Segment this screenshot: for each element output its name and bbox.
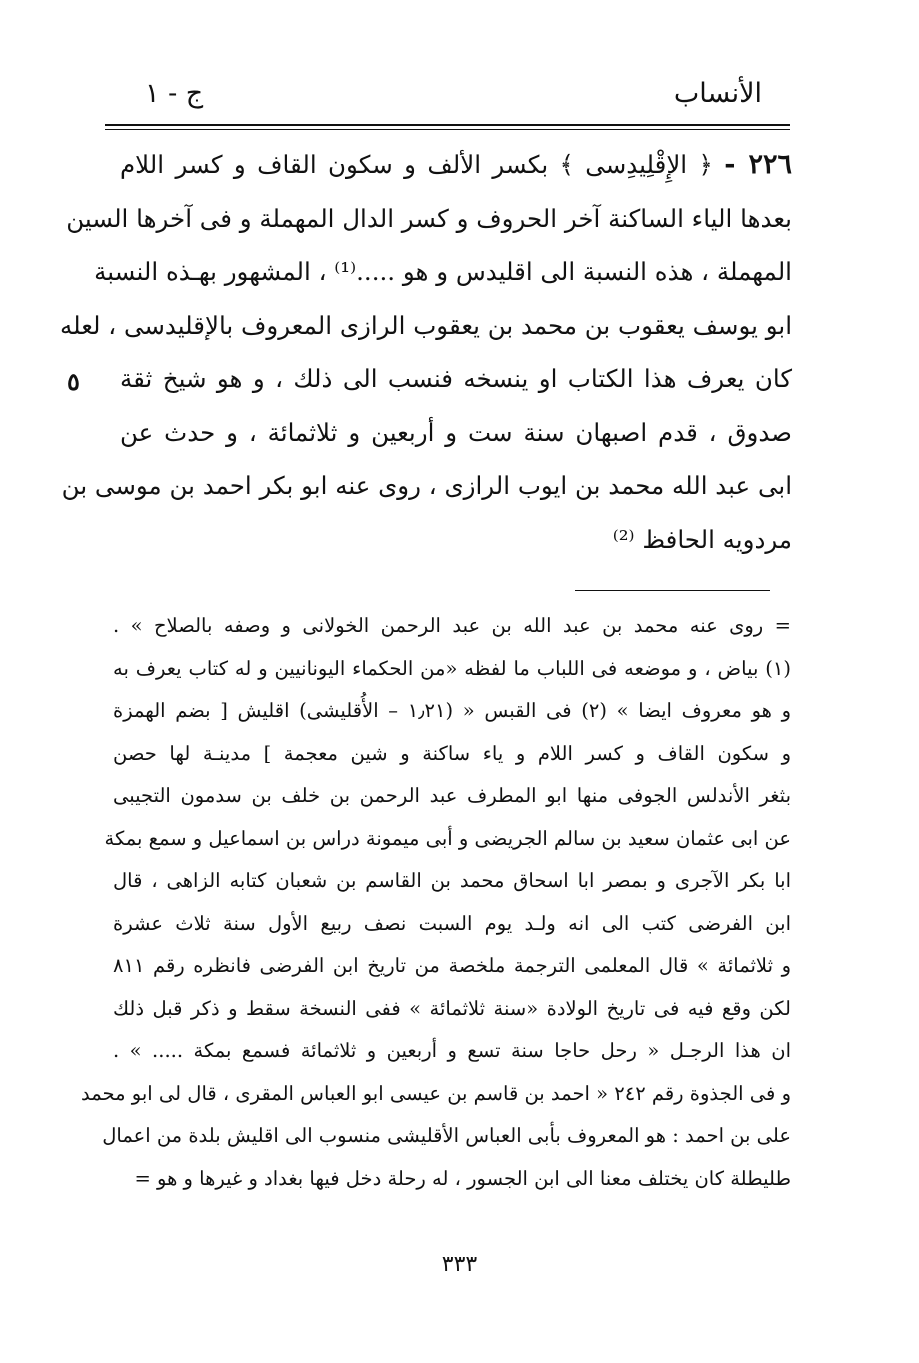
footnote-line: بثغر الأندلس الجوفى منها ابو المطرف عبد الرحمن بن خلف بن سدمون التجيبى (113, 784, 791, 807)
footnote-line: (١) بياض ، و موضعه فى اللباب ما لفظه «من الحكماء اليونانيين و له كتاب يعرف به (113, 656, 791, 680)
main-line: المهملة ، هذه النسبة الى اقليدس و هو .....⁽¹⁾ ، المشهور بهـذه النسبة (94, 257, 792, 286)
footnotes (81, 605, 792, 1200)
footnote-line: ابا بكر الآجرى و بمصر ابا اسحاق محمد بن القاسم بن شعبان كتابه الزاهى ، قال (113, 869, 791, 892)
main-entry (59, 138, 793, 566)
main-line: مردويه الحافظ ⁽²⁾ (612, 524, 792, 554)
footnote-line: ان هذا الرجـل « رحل حاجا سنة تسع و أربعين و ثلاثمائة فسمع بمكة ..... » . (113, 1039, 791, 1062)
main-line: صدوق ، قدم اصبهان سنة ست و أربعين و ثلاثمائة ، و حدث عن (120, 417, 792, 447)
footnote-line: و فى الجذوة رقم ٢٤٢ « احمد بن قاسم بن عيسى ابو العباس المقرى ، قال لى ابو محمد (81, 1081, 791, 1105)
running-title: الأنساب (673, 78, 762, 109)
footnote-line: طليطلة كان يختلف معنا الى ابن الجسور ، له رحلة دخل فيها بغداد و غيرها و هو = (134, 1166, 791, 1190)
page-header (105, 72, 790, 118)
page-number: ٣٣٣ (441, 1252, 478, 1277)
footnote-line: عن ابى عثمان سعيد بن سالم الجريضى و أبى ميمونة دراس بن اسماعيل و سمع بمكة (104, 826, 791, 850)
entry-number: ٢٢٦ - (724, 149, 793, 180)
footnote-line: و سكون القاف و كسر اللام و ياء ساكنة و شين معجمة ] مدينـة لها حصن (113, 741, 791, 765)
main-line: كان يعرف هذا الكتاب او ينسخه فنسب الى ذلك ، و هو شيخ ثقة (120, 364, 792, 393)
volume-indicator: ج - ١ (145, 78, 204, 109)
footnote-line: = روى عنه محمد بن عبد الله بن عبد الرحمن الخولانى و وصفه بالصلاح » . (113, 614, 791, 637)
margin-line-number: ٥ (67, 367, 80, 396)
main-line: ابى عبد الله محمد بن ايوب الرازى ، روى عنه ابو بكر احمد بن موسى بن (61, 471, 792, 500)
footnote-line: و ثلاثمائة » قال المعلمى الترجمة ملخصة من تاريخ ابن الفرضى فانظره رقم ٨١١ (113, 954, 791, 977)
main-line-text: ﴿ الإِقْلِيدِسى ﴾ بكسر الألف و سكون القاف و كسر اللام (120, 150, 713, 179)
header-rule (105, 124, 790, 130)
footnote-line: لكن وقع فيه فى تاريخ الولادة «سنة ثلاثمائة » ففى النسخة سقط و ذكر قبل ذلك (113, 996, 791, 1020)
main-line: بعدها الياء الساكنة آخر الحروف و كسر الدال المهملة و فى آخرها السين (66, 203, 792, 233)
footnote-line: ابن الفرضى كتب الى انه ولـد يوم السبت نصف ربيع الأول سنة ثلاث عشرة (113, 911, 791, 935)
main-line (120, 138, 792, 192)
main-line: ابو يوسف يعقوب بن محمد بن يعقوب الرازى المعروف بالإقليدسى ، لعله (59, 310, 792, 340)
footnote-separator (575, 590, 770, 591)
footnote-line: و هو معروف ايضا » (٢) فى القبس « (١٫٢١ – الأُقليشى) اقليش [ بضم الهمزة (113, 699, 792, 722)
footnote-line: على بن احمد : هو المعروف بأبى العباس الأقليشى منسوب الى اقليش بلدة من اعمال (102, 1124, 791, 1147)
